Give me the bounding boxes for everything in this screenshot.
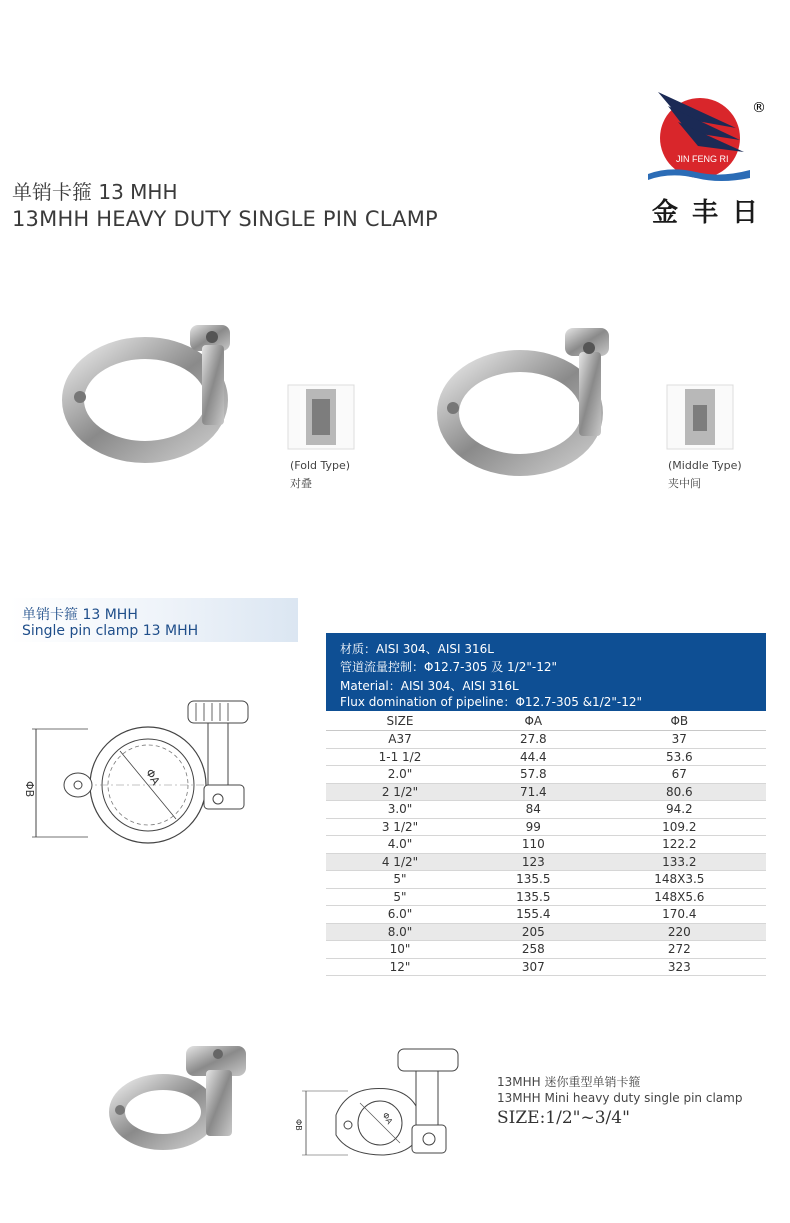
cell-phi-b: 109.2: [593, 818, 766, 836]
cell-phi-a: 258: [474, 941, 593, 959]
cell-phi-b: 220: [593, 923, 766, 941]
cell-phi-a: 71.4: [474, 783, 593, 801]
fold-type-label-en: (Fold Type): [290, 459, 351, 472]
cell-size: 1-1 1/2: [326, 748, 474, 766]
table-row: [326, 801, 766, 819]
table-row: [326, 888, 766, 906]
cell-size: 3 1/2": [326, 818, 474, 836]
cell-phi-b: 122.2: [593, 836, 766, 854]
cell-phi-b: 133.2: [593, 853, 766, 871]
section-title-en: Single pin clamp 13 MHH: [22, 623, 199, 639]
col-phi-b: ΦB: [593, 711, 766, 731]
mini-title-cn: 13MHH 迷你重型单销卡箍: [497, 1075, 641, 1089]
registered-mark: ®: [752, 100, 766, 116]
cell-phi-b: 148X5.6: [593, 888, 766, 906]
cell-size: 8.0": [326, 923, 474, 941]
cell-size: 4 1/2": [326, 853, 474, 871]
dimension-a-label: ΦA: [142, 766, 163, 788]
cell-size: 12": [326, 958, 474, 976]
cell-phi-a: 27.8: [474, 731, 593, 749]
middle-type-clamp-photo: [435, 318, 635, 478]
middle-type-label-en: (Middle Type): [668, 459, 742, 472]
table-row: [326, 853, 766, 871]
middle-type-detail-photo: [667, 385, 733, 449]
spec-table-header: [326, 711, 766, 731]
table-row: [326, 958, 766, 976]
cell-size: 5": [326, 871, 474, 889]
table-row: [326, 906, 766, 924]
cell-phi-a: 99: [474, 818, 593, 836]
table-row: [326, 783, 766, 801]
mini-title-en: 13MHH Mini heavy duty single pin clamp: [497, 1091, 743, 1105]
table-row: [326, 818, 766, 836]
spec-material-cn: 材质：AISI 304、AISI 316L: [340, 642, 494, 656]
cell-phi-a: 135.5: [474, 888, 593, 906]
mini-clamp-photo: [108, 1040, 258, 1150]
cell-phi-b: 170.4: [593, 906, 766, 924]
logo-text-cn: 金丰日: [652, 198, 773, 228]
cell-phi-b: 323: [593, 958, 766, 976]
table-row: [326, 941, 766, 959]
cell-phi-a: 135.5: [474, 871, 593, 889]
table-row: [326, 836, 766, 854]
cell-phi-a: 155.4: [474, 906, 593, 924]
dimension-b-label: ΦB: [23, 781, 36, 798]
cell-phi-b: 148X3.5: [593, 871, 766, 889]
cell-phi-a: 205: [474, 923, 593, 941]
spec-material-en: Material：AISI 304、AISI 316L: [340, 679, 519, 693]
cell-phi-a: 44.4: [474, 748, 593, 766]
fold-type-clamp-photo: [60, 305, 260, 465]
jin-feng-ri-logo: [640, 88, 760, 188]
cell-size: 2 1/2": [326, 783, 474, 801]
cell-phi-a: 123: [474, 853, 593, 871]
cell-size: 10": [326, 941, 474, 959]
logo-text-en: JIN FENG RI: [676, 154, 729, 164]
cell-phi-b: 67: [593, 766, 766, 784]
cell-size: 6.0": [326, 906, 474, 924]
middle-type-label-cn: 夹中间: [668, 477, 701, 490]
cell-size: 3.0": [326, 801, 474, 819]
mini-clamp-drawing: [294, 1045, 478, 1165]
mini-size-range: SIZE:1/2"~3/4": [497, 1108, 630, 1128]
clamp-technical-drawing: [23, 695, 258, 855]
page-title-en: 13MHH HEAVY DUTY SINGLE PIN CLAMP: [12, 207, 438, 231]
col-size: SIZE: [326, 711, 474, 731]
cell-phi-b: 80.6: [593, 783, 766, 801]
cell-phi-a: 110: [474, 836, 593, 854]
cell-phi-a: 84: [474, 801, 593, 819]
cell-phi-b: 37: [593, 731, 766, 749]
fold-type-label-cn: 对叠: [290, 477, 312, 490]
table-row: [326, 748, 766, 766]
cell-phi-a: 307: [474, 958, 593, 976]
fold-type-detail-photo: [288, 385, 354, 449]
mini-dimension-b-label: ΦB: [294, 1119, 303, 1131]
table-row: [326, 766, 766, 784]
mini-dimension-a-label: ΦA: [380, 1111, 395, 1126]
cell-phi-b: 272: [593, 941, 766, 959]
cell-size: 2.0": [326, 766, 474, 784]
spec-flux-en: Flux domination of pipeline：Φ12.7-305 &1/2"-12": [340, 695, 643, 709]
cell-size: 5": [326, 888, 474, 906]
table-row: [326, 871, 766, 889]
spec-table: [326, 711, 766, 976]
cell-size: 4.0": [326, 836, 474, 854]
cell-phi-b: 94.2: [593, 801, 766, 819]
cell-size: A37: [326, 731, 474, 749]
table-row: [326, 731, 766, 749]
cell-phi-b: 53.6: [593, 748, 766, 766]
spec-header: [326, 633, 766, 711]
spec-flux-cn: 管道流量控制：Φ12.7-305 及 1/2"-12": [340, 660, 557, 674]
page-title-cn: 单销卡箍 13 MHH: [12, 180, 178, 204]
cell-phi-a: 57.8: [474, 766, 593, 784]
col-phi-a: ΦA: [474, 711, 593, 731]
section-title-cn: 单销卡箍 13 MHH: [22, 607, 138, 623]
table-row: [326, 923, 766, 941]
